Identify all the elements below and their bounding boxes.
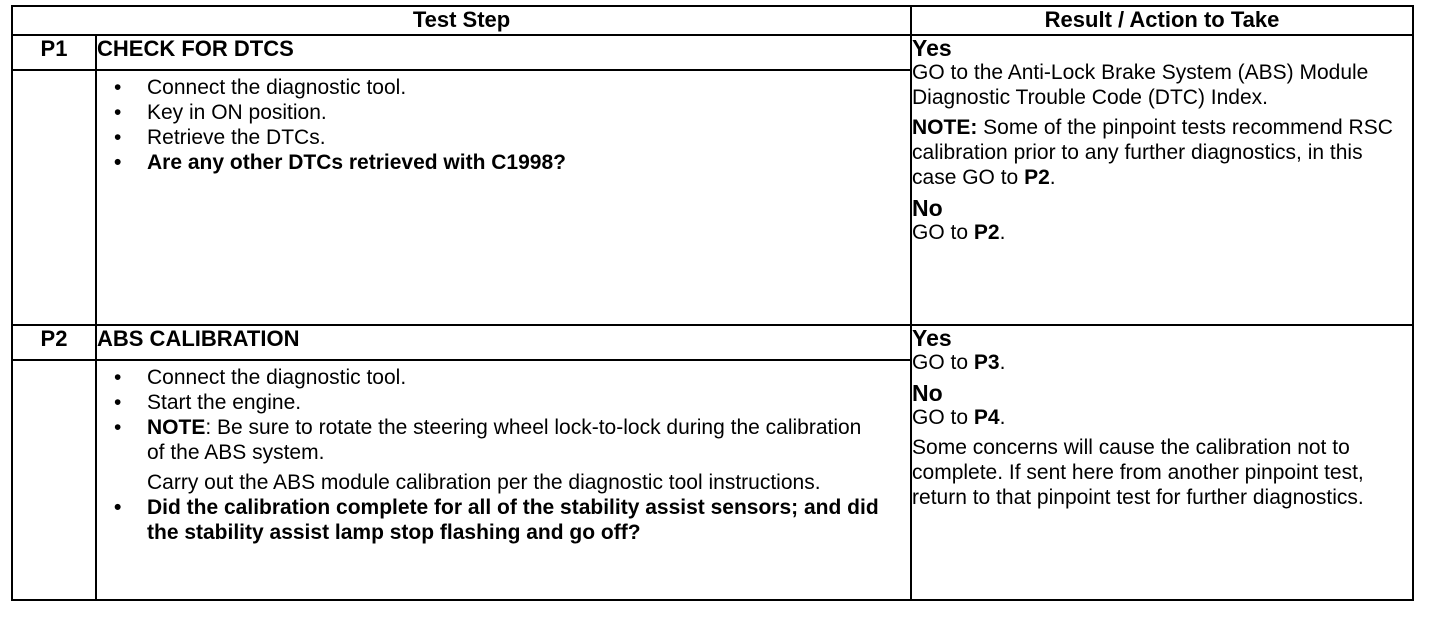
yes-label-p2: Yes <box>912 325 952 351</box>
step-p1-spacer <box>12 70 96 325</box>
step-p2-body <box>96 360 911 600</box>
step-p2-list <box>97 361 910 545</box>
step-p1-title-row <box>12 35 1413 70</box>
note-label: NOTE: <box>912 116 978 139</box>
no-ref-p1: P2 <box>973 221 1000 244</box>
result-cell-p1 <box>911 35 1413 325</box>
note-text: Some of the pinpoint tests recommend RSC calibration prior to any further diagnostics, in this case GO to <box>912 116 1393 189</box>
result-cell-p2 <box>911 325 1413 600</box>
list-item-question: • Did the calibration complete for all of the stability assist sensors; and did the stability assist lamp stop flashing and go off? <box>114 496 879 544</box>
step-p1-body <box>96 70 911 325</box>
yes-ref-p2: P3 <box>973 351 1000 374</box>
extra-text-p2: Some concerns will cause the calibration not to complete. If sent here from another pinpoint test, return to that pinpoint test for further diagnostics. <box>912 436 1364 509</box>
step-p1-list <box>97 71 910 175</box>
list-item: • Connect the diagnostic tool. <box>114 76 407 99</box>
step-p2-title-row <box>12 325 1413 360</box>
list-item-question: • Are any other DTCs retrieved with C1998? <box>114 151 566 174</box>
list-item: • Retrieve the DTCs. <box>114 126 326 149</box>
no-label-p2: No <box>912 380 943 406</box>
note-label-p2: NOTE <box>147 416 206 439</box>
no-label-p1: No <box>912 195 943 221</box>
no-text-p2: GO to P4. <box>912 406 1006 429</box>
list-item: • Connect the diagnostic tool. <box>114 366 407 389</box>
note-p1: NOTE: Some of the pinpoint tests recommend RSC calibration prior to any further diagnostics, in this case GO to P2. <box>912 116 1393 189</box>
test-step-header: Test Step <box>12 6 911 35</box>
step-title-p1: CHECK FOR DTCS <box>96 35 911 70</box>
pinpoint-test-table <box>11 5 1414 601</box>
no-text-p1: GO to P2. <box>912 221 1006 244</box>
yes-text-p1: GO to the Anti-Lock Brake System (ABS) Module Diagnostic Trouble Code (DTC) Index. <box>912 61 1369 109</box>
yes-label-p1: Yes <box>912 35 952 61</box>
result-header: Result / Action to Take <box>911 6 1413 35</box>
list-item-plain: Carry out the ABS module calibration per the diagnostic tool instructions. <box>147 471 821 494</box>
step-id-p1: P1 <box>12 35 96 70</box>
yes-text-p2: GO to P3. <box>912 351 1006 374</box>
list-item: • Key in ON position. <box>114 101 327 124</box>
no-ref-p2: P4 <box>973 406 1000 429</box>
note-ref: P2 <box>1024 166 1050 189</box>
step-title-p2: ABS CALIBRATION <box>96 325 911 360</box>
step-id-p2: P2 <box>12 325 96 360</box>
step-p2-spacer <box>12 360 96 600</box>
list-item-note: • NOTE: Be sure to rotate the steering wheel lock-to-lock during the calibration of the ABS system. <box>114 416 862 464</box>
list-item: • Start the engine. <box>114 391 302 414</box>
header-row <box>12 6 1413 35</box>
